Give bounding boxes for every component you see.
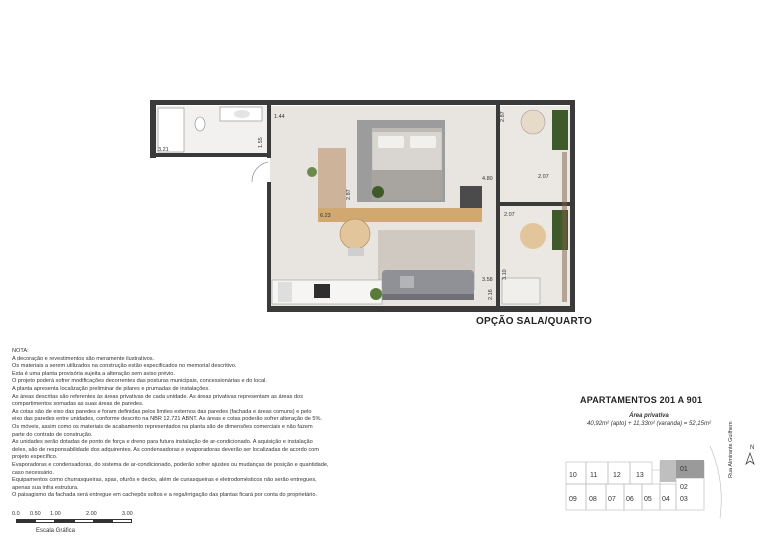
unit-label: 05 xyxy=(644,496,652,503)
entry-door xyxy=(252,162,268,182)
street-label: Rua Almirante Guilhem xyxy=(728,421,734,478)
pillow xyxy=(378,136,404,148)
dimension-label: 1.55 xyxy=(258,137,264,148)
note-line: O paisagismo da fachada será entregue em cachepôs soltos e a rega/irrigação das plantas ficará por conta do proprietário. xyxy=(12,492,318,499)
dimension-label: 2.87 xyxy=(346,189,352,200)
note-line: parte do contrato de construção. xyxy=(12,431,93,438)
balcony-table xyxy=(520,223,546,249)
dimension-label: 4.80 xyxy=(482,176,493,182)
note-line: Os materiais a serem utilizados na construção estão especificados no memorial descritivo. xyxy=(12,363,237,370)
dimension-label: 3.58 xyxy=(482,277,493,283)
floor-plan xyxy=(150,100,575,312)
unit-label: 03 xyxy=(680,496,688,503)
note-line: deles, são de responsabilidade dos adquirentes. As condensadoras e evaporadoras deverão ser localizadas de acordo com xyxy=(12,446,319,453)
unit-label: 09 xyxy=(569,496,577,503)
note-line: Evaporadoras e condensadoras, do sistema de ar-condicionado, poderão sofrer ajustes ou mudanças de posição e quantidade, xyxy=(12,461,329,468)
balcony-counter xyxy=(502,278,540,304)
scale-caption: Escala Gráfica xyxy=(36,528,76,534)
note-line: O projeto poderá sofrer modificações decorrentes das posturas municipais, concessionárias e do local. xyxy=(12,378,267,385)
pillow xyxy=(410,136,436,148)
shelf-unit xyxy=(318,148,346,208)
area-label: Área privativa xyxy=(629,413,669,419)
unit-label: 01 xyxy=(680,466,688,473)
north-label: N xyxy=(750,445,755,451)
note-line: apenas sua infra estrutura. xyxy=(12,484,79,491)
scale-bar xyxy=(16,519,132,523)
dimension-label: 1.44 xyxy=(274,114,285,120)
tv-panel xyxy=(460,186,482,208)
balcony-chair xyxy=(521,110,545,134)
desk xyxy=(318,208,482,222)
note-line: As cotas são de eixo das paredes e foram definidas pelos limites externos das paredes (fachada e áreas comuns) e pelo xyxy=(12,408,312,415)
scale-tick-label: 1.00 xyxy=(50,511,61,517)
sink-basin xyxy=(234,110,250,118)
toilet xyxy=(195,117,205,131)
scale-tick-label: 0.0 xyxy=(12,511,20,517)
note-line: As áreas descritas são referentes às áreas privativas de cada unidade. As áreas privativas representam as áreas dos xyxy=(12,393,304,400)
dimension-label: 6.23 xyxy=(320,213,331,219)
note-line: projeto específico. xyxy=(12,454,58,461)
unit-label: 04 xyxy=(662,496,670,503)
scale-tick-label: 3.00 xyxy=(122,511,133,517)
unit-label: 06 xyxy=(626,496,634,503)
scale-tick-label: 0.50 xyxy=(30,511,41,517)
note-line: A decoração e revestimentos são meramente ilustrativos. xyxy=(12,355,155,362)
dimension-label: 3.10 xyxy=(502,269,508,280)
shower xyxy=(158,108,184,152)
headboard xyxy=(372,128,442,132)
chair xyxy=(348,248,364,256)
cooktop xyxy=(314,284,330,298)
dimension-label: 3.21 xyxy=(158,147,169,153)
north-arrow-icon xyxy=(744,452,756,466)
notes-block xyxy=(12,348,342,500)
unit-label: 07 xyxy=(608,496,616,503)
note-line: A planta apresenta localização preliminar de pilares e prumadas de instalações. xyxy=(12,385,210,392)
area-value: 40,92m² (apto) + 11,33m² (varanda) = 52,15m² xyxy=(587,421,711,427)
graphic-scale xyxy=(12,511,142,539)
note-line: Equipamentos como churrasqueiras, spas, ofurôs e decks, além de cunasqueiras e eletrodomésticos não serão entregues, xyxy=(12,477,317,484)
highlighted-unit xyxy=(660,460,676,482)
sofa-back xyxy=(382,294,474,300)
dimension-label: 2.87 xyxy=(500,111,506,122)
scale-tick-label: 2.00 xyxy=(86,511,97,517)
plant xyxy=(307,167,317,177)
balcony-railing xyxy=(562,152,567,302)
unit-label: 12 xyxy=(613,472,621,479)
plant xyxy=(372,186,384,198)
note-line: compartimentos somadas as suas áreas de paredes. xyxy=(12,401,144,408)
note-line: NOTA: xyxy=(12,348,29,354)
note-line: Esta é uma planta provisória sujeita a alteração sem aviso prévio. xyxy=(12,370,175,377)
note-line: eixo das paredes entre unidades, conforme descrito na NBR 12.721 ABNT. As áreas e cotas poderão sofrer alteração de 5%. xyxy=(12,416,323,423)
dimension-label: 2.07 xyxy=(538,174,549,180)
note-line: caso necessário. xyxy=(12,469,54,476)
plan-title: OPÇÃO SALA/QUARTO xyxy=(476,316,592,327)
cushion xyxy=(400,276,414,288)
fridge xyxy=(278,282,292,302)
plant xyxy=(370,288,382,300)
apartment-title: APARTAMENTOS 201 A 901 xyxy=(580,395,703,405)
planter xyxy=(552,110,568,150)
note-line: As unidades serão dotadas de ponto de força e dreno para futura instalação de ar-condicionado. A aquisição e instalação xyxy=(12,439,313,446)
note-line: Os móveis, assim como os materiais de acabamento representados na planta são de dimensões comerciais e não fazem xyxy=(12,423,313,430)
dimension-label: 2.16 xyxy=(488,289,494,300)
unit-label: 11 xyxy=(590,472,598,479)
dining-table xyxy=(340,219,370,249)
unit-label: 10 xyxy=(569,472,577,479)
unit-label: 08 xyxy=(589,496,597,503)
dimension-label: 2.07 xyxy=(504,212,515,218)
unit-label: 13 xyxy=(636,472,644,479)
unit-label: 02 xyxy=(680,484,688,491)
